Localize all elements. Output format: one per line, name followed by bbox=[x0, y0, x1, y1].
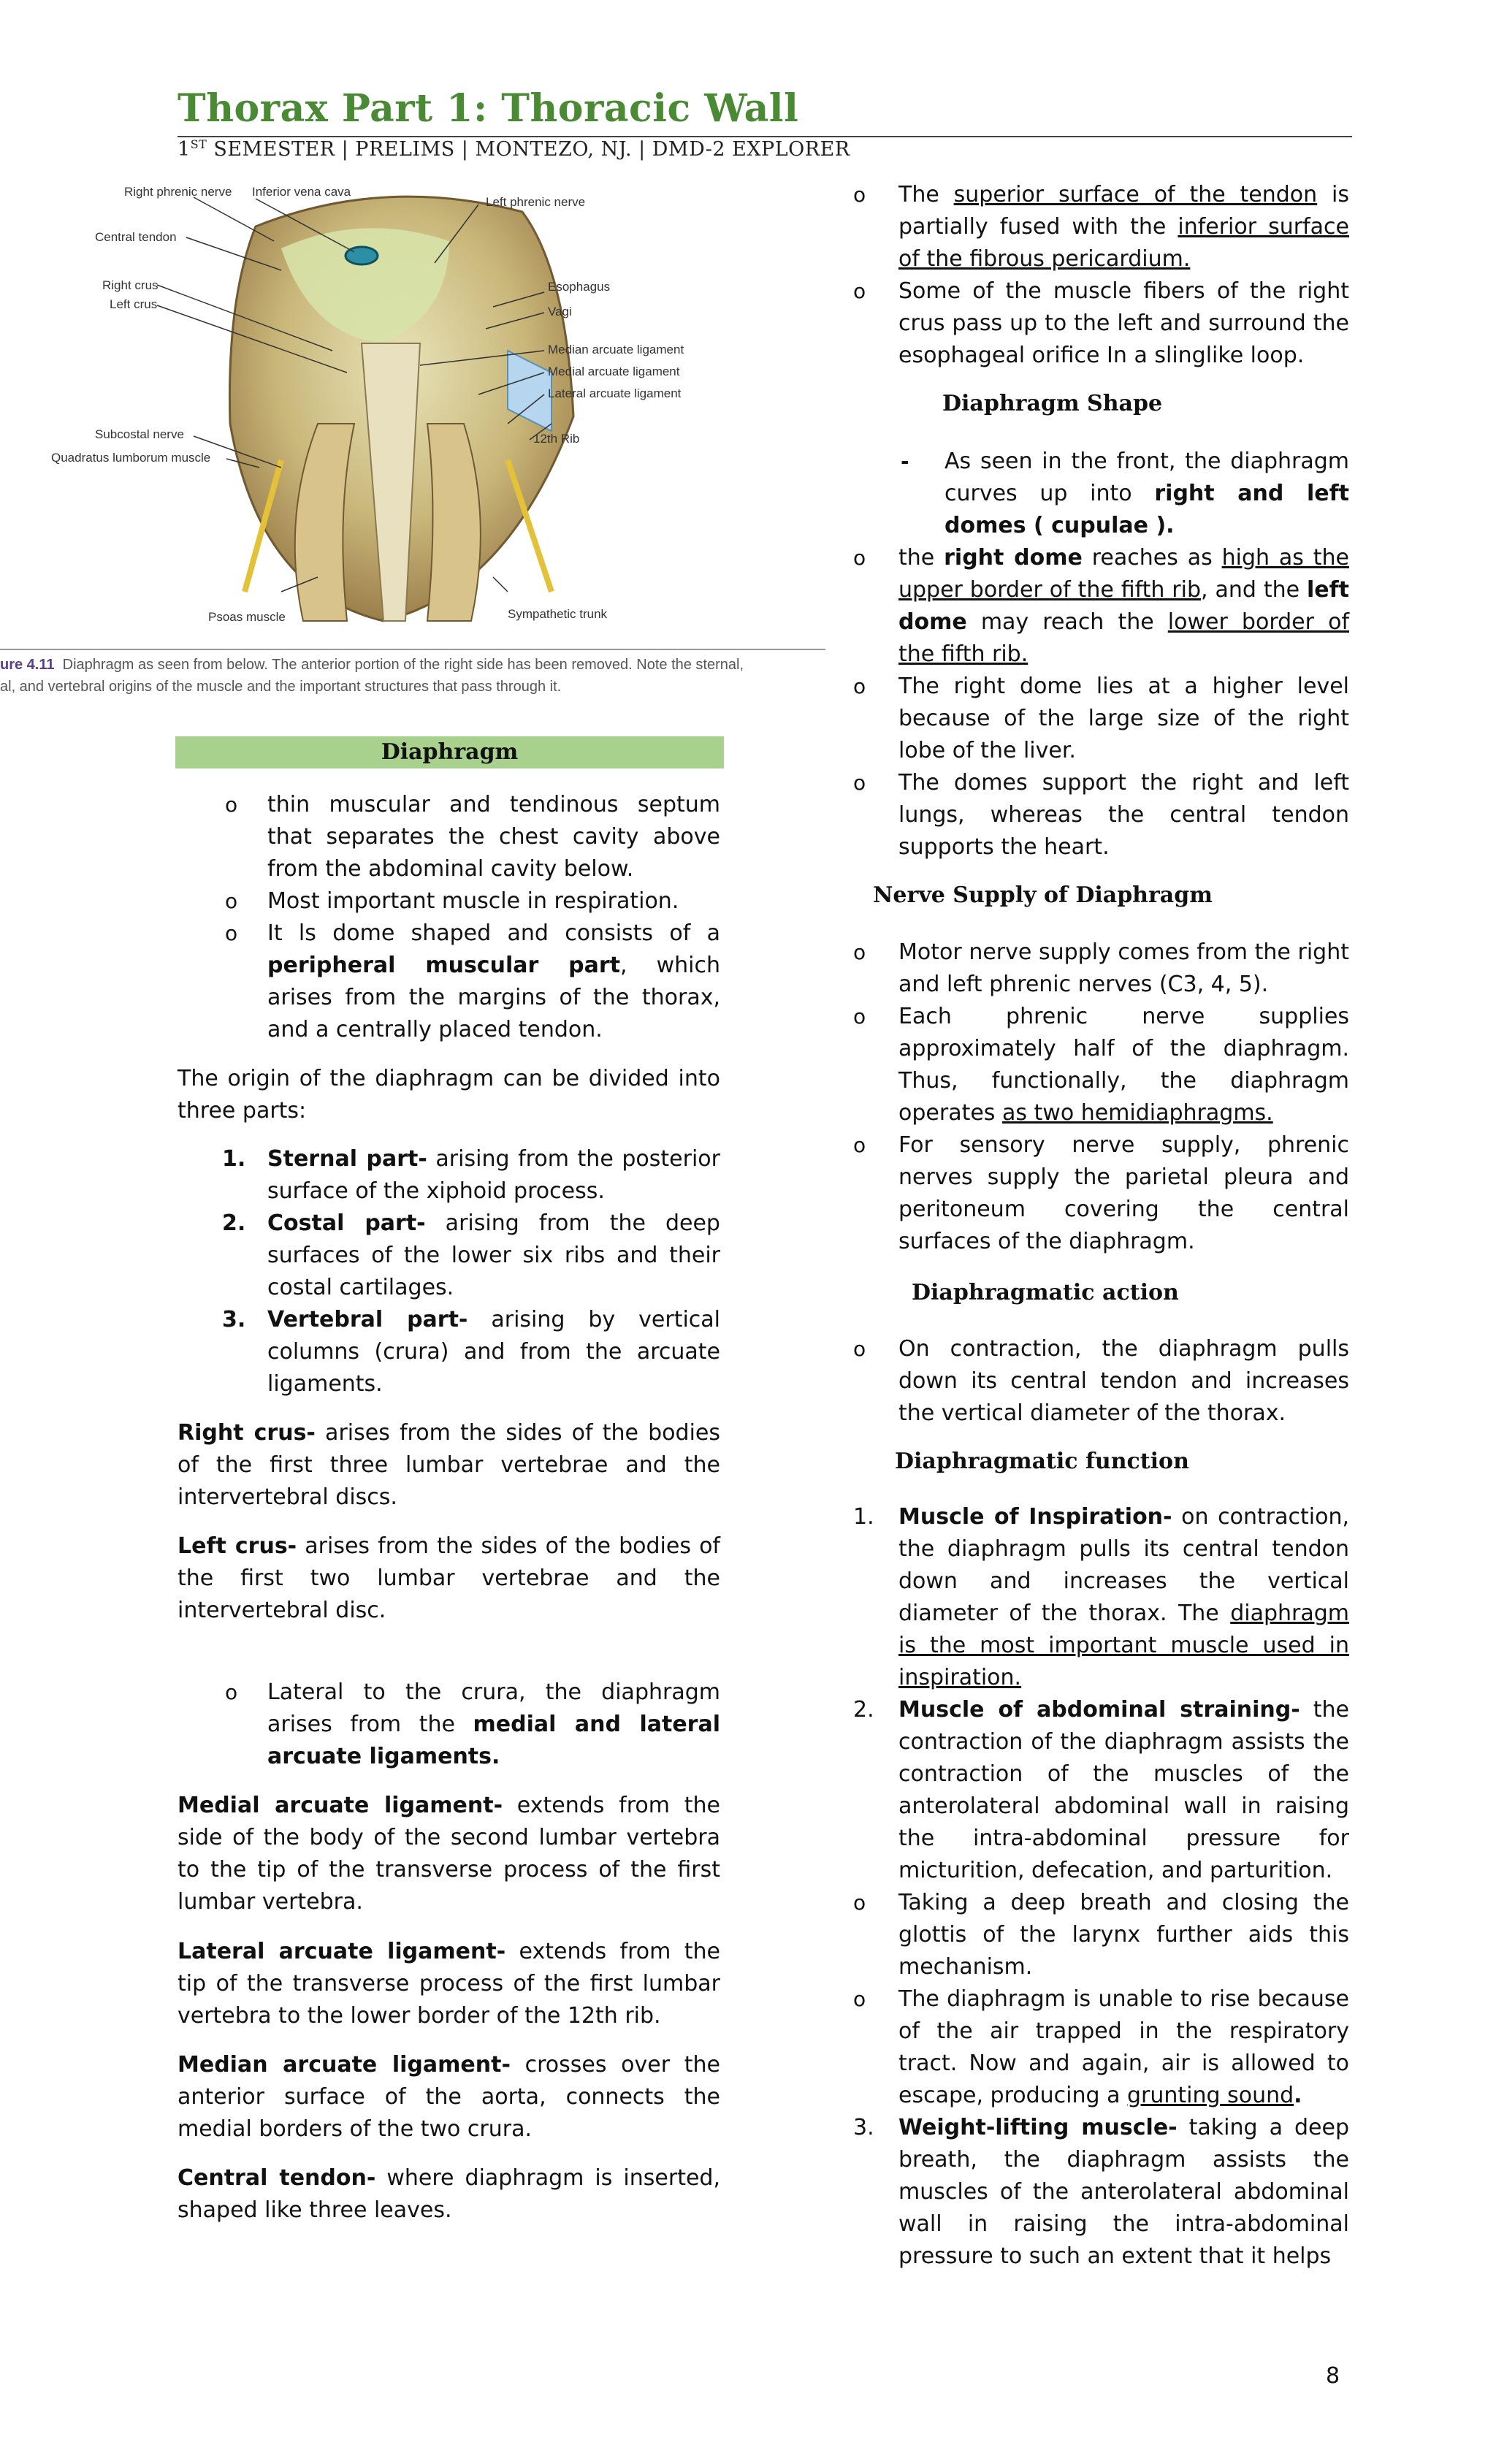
bullet-symbol: o bbox=[853, 279, 866, 303]
label-right-phrenic: Right phrenic nerve bbox=[124, 185, 232, 199]
list-number: 1. bbox=[222, 1146, 246, 1172]
label-left-phrenic: Left phrenic nerve bbox=[486, 195, 586, 209]
text-run: extends from the tip of the transverse process of the first lumbar vertebra to the lower border of the 12th rib. bbox=[178, 1939, 720, 2029]
function-text bbox=[898, 1694, 1349, 1887]
underlined-text: inferior surface of the fibrous pericardium. bbox=[898, 214, 1349, 272]
list-item bbox=[853, 1129, 1349, 1258]
text-run: reaches as bbox=[1082, 545, 1222, 571]
action-bullets bbox=[853, 1333, 1349, 1430]
bullet-text: For sensory nerve supply, phrenic nerves supply the parietal pleura and peritoneum covering the central surfaces of the diaphragm. bbox=[898, 1132, 1349, 1254]
origin-intro: The origin of the diaphragm can be divided into three parts: bbox=[178, 1066, 720, 1124]
bullet-symbol: o bbox=[853, 1004, 866, 1029]
label-right-crus: Right crus bbox=[102, 278, 159, 292]
label-sympathetic: Sympathetic trunk bbox=[508, 607, 608, 621]
label-lateral-arcuate: Lateral arcuate ligament bbox=[548, 386, 682, 400]
list-item bbox=[853, 671, 1349, 767]
bullet-text: Motor nerve supply comes from the right and left phrenic nerves (C3, 4, 5). bbox=[898, 939, 1349, 997]
shape-dash-item bbox=[901, 446, 1349, 542]
bullet-symbol: o bbox=[853, 1133, 866, 1157]
caption-line-1: Diaphragm as seen from below. The anterior portion of the right side has been removed. Note the sternal, bbox=[62, 657, 744, 673]
underlined-text: as two hemidiaphragms. bbox=[1001, 1100, 1273, 1126]
bullet-text: On contraction, the diaphragm pulls down its central tendon and increases the vertical diameter of the thorax. bbox=[898, 1336, 1349, 1426]
text-run: , which arises from the margins of the thorax, and a centrally placed tendon. bbox=[267, 953, 720, 1042]
label-left-crus: Left crus bbox=[110, 297, 158, 311]
list-item bbox=[222, 1304, 721, 1400]
list-number: 1. bbox=[853, 1504, 874, 1530]
dash-symbol: - bbox=[901, 449, 909, 473]
bullet-text: The right dome lies at a higher level because of the large size of the right lobe of the liver. bbox=[898, 674, 1349, 763]
text-run: The diaphragm is unable to rise because of the air trapped in the respiratory tract. Now and again, air is allowed to escape, producing a bbox=[898, 1986, 1349, 2108]
text-run: , and the bbox=[1201, 577, 1307, 603]
list-item bbox=[853, 767, 1349, 863]
list-item bbox=[853, 937, 1349, 1001]
list-item bbox=[853, 2112, 1349, 2273]
text-run: It ls dome shaped and consists of a bbox=[267, 920, 720, 946]
list-item bbox=[853, 1501, 1349, 1694]
list-item bbox=[225, 1677, 720, 1773]
list-item bbox=[853, 179, 1349, 275]
label-12th-rib: 12th Rib bbox=[533, 432, 580, 446]
diaphragm-figure bbox=[40, 183, 822, 650]
bullet-symbol: o bbox=[853, 674, 866, 698]
bullet-text: Some of the muscle fibers of the right crus pass up to the left and surround the esophageal orifice In a slinglike loop. bbox=[898, 278, 1349, 368]
underlined-text: lower border of the fifth rib. bbox=[898, 609, 1350, 667]
bullet-symbol: o bbox=[853, 1891, 866, 1915]
bullet-symbol: o bbox=[853, 771, 866, 795]
bullet-symbol: o bbox=[225, 1680, 238, 1704]
bold-term: Central tendon- bbox=[178, 2165, 376, 2191]
subtitle-sup: ST bbox=[190, 137, 207, 151]
heading-nerve-supply: Nerve Supply of Diaphragm bbox=[873, 882, 1213, 908]
list-item bbox=[222, 1208, 720, 1304]
bold-term: Muscle of abdominal straining- bbox=[898, 1697, 1300, 1723]
underlined-text: superior surface of the tendon bbox=[953, 182, 1318, 207]
text-run: arising from the posterior surface of the xiphoid process. bbox=[267, 1146, 720, 1204]
dome-bullets bbox=[853, 542, 1350, 863]
list-item bbox=[222, 1143, 720, 1208]
list-number: 3. bbox=[222, 1307, 246, 1332]
bullet-symbol: o bbox=[225, 793, 238, 817]
list-item bbox=[853, 275, 1349, 372]
bold-term: Weight-lifting muscle- bbox=[898, 2115, 1178, 2140]
label-central-tendon: Central tendon bbox=[95, 230, 177, 244]
bold-term: Vertebral part- bbox=[267, 1307, 468, 1332]
bold-term: Median arcuate ligament- bbox=[178, 2052, 511, 2078]
function-list bbox=[853, 1501, 1349, 2273]
median-arcuate-paragraph bbox=[178, 2049, 720, 2145]
list-item bbox=[853, 1887, 1349, 1983]
label-ivc: Inferior vena cava bbox=[252, 185, 351, 199]
underlined-text: grunting sound bbox=[1127, 2083, 1294, 2108]
list-number: 2. bbox=[853, 1697, 874, 1723]
text-run: may reach the bbox=[966, 609, 1168, 635]
label-vagi: Vagi bbox=[548, 305, 572, 319]
label-psoas: Psoas muscle bbox=[208, 610, 286, 624]
label-medial-arcuate: Medial arcuate ligament bbox=[548, 365, 680, 378]
list-item bbox=[225, 789, 720, 885]
diaphragm-bullets bbox=[225, 789, 720, 1046]
label-quadratus: Quadratus lumborum muscle bbox=[51, 451, 211, 465]
medial-arcuate-paragraph bbox=[178, 1790, 720, 1918]
bullet-symbol: o bbox=[225, 921, 238, 945]
bullet-text bbox=[944, 446, 1349, 542]
caption-line-2: al, and vertebral origins of the muscle and the important structures that pass through it. bbox=[0, 679, 562, 695]
text-run: arises from the sides of the bodies of the first two lumbar vertebrae and the intervertebral disc. bbox=[178, 1533, 720, 1623]
bold-term: Costal part- bbox=[267, 1210, 426, 1236]
text-run: is partially fused with the bbox=[898, 182, 1349, 240]
list-item bbox=[225, 918, 720, 1046]
bullet-symbol: o bbox=[225, 889, 238, 913]
page-title: Thorax Part 1: Thoracic Wall bbox=[178, 86, 799, 131]
text-run: The bbox=[898, 182, 954, 207]
bullet-text bbox=[898, 1983, 1349, 2112]
label-subcostal: Subcostal nerve bbox=[95, 427, 184, 441]
label-esophagus: Esophagus bbox=[548, 280, 611, 294]
bullet-text bbox=[898, 179, 1349, 275]
section-banner-diaphragm: Diaphragm bbox=[175, 736, 724, 768]
text-run: where diaphragm is inserted, shaped like three leaves. bbox=[178, 2165, 720, 2223]
bullet-text: Most important muscle in respiration. bbox=[267, 888, 679, 914]
bullet-text bbox=[267, 918, 720, 1046]
bold-term: Right crus- bbox=[178, 1420, 316, 1446]
bold-term: Lateral arcuate ligament- bbox=[178, 1939, 506, 1964]
lateral-crura-bullet bbox=[225, 1677, 720, 1773]
text-run: crosses over the anterior surface of the aorta, connects the medial borders of the two crura. bbox=[178, 2052, 720, 2142]
text-run: As seen in the front, the diaphragm curves up into bbox=[944, 449, 1349, 506]
list-item bbox=[853, 1333, 1349, 1430]
list-item bbox=[853, 1983, 1349, 2112]
text-run: Lateral to the crura, the diaphragm arises from the bbox=[267, 1679, 720, 1737]
right-top-bullets bbox=[853, 179, 1349, 372]
bold-term: Muscle of Inspiration- bbox=[898, 1504, 1172, 1530]
part-text bbox=[267, 1304, 720, 1400]
bold-period: . bbox=[1294, 2083, 1302, 2108]
page-number: 8 bbox=[1326, 2363, 1340, 2389]
list-item bbox=[853, 1001, 1349, 1129]
bullet-text: The domes support the right and left lungs, whereas the central tendon supports the heart. bbox=[898, 770, 1349, 860]
lateral-arcuate-paragraph bbox=[178, 1936, 720, 2032]
text-run: extends from the side of the body of the second lumbar vertebra to the tip of the transverse process of the first lumbar vertebra. bbox=[178, 1793, 720, 1915]
text-run: Each phrenic nerve supplies approximately half of the diaphragm. Thus, functionally, the diaphragm operates bbox=[898, 1004, 1349, 1126]
bullet-symbol: o bbox=[853, 183, 866, 207]
subtitle-text: SEMESTER | PRELIMS | MONTEZO, NJ. | DMD-2 EXPLORER bbox=[207, 138, 850, 161]
part-text bbox=[267, 1143, 720, 1208]
part-text bbox=[267, 1208, 720, 1304]
subtitle-number: 1 bbox=[178, 138, 191, 161]
bold-term: right and left domes ( cupulae ). bbox=[944, 481, 1349, 538]
underlined-text: high as the upper border of the fifth rib bbox=[898, 545, 1349, 603]
function-text bbox=[898, 1501, 1349, 1694]
text-run: arising by vertical columns (crura) and from the arcuate ligaments. bbox=[267, 1307, 721, 1397]
bullet-symbol: o bbox=[853, 546, 866, 570]
bullet-text bbox=[898, 1001, 1349, 1129]
bold-term: right dome bbox=[944, 545, 1083, 571]
heading-diaphragmatic-function: Diaphragmatic function bbox=[895, 1449, 1189, 1474]
text-run: the contraction of the diaphragm assists the contraction of the muscles of the anterolateral abdominal wall in raising the intra-abdominal pressure for micturition, defecation, and parturition. bbox=[898, 1697, 1349, 1883]
bullet-text bbox=[267, 1677, 720, 1773]
bold-term: Medial arcuate ligament- bbox=[178, 1793, 503, 1818]
text-run: arising from the deep surfaces of the lower six ribs and their costal cartilages. bbox=[267, 1210, 720, 1300]
list-number: 3. bbox=[853, 2115, 874, 2140]
origin-parts-list bbox=[222, 1143, 721, 1400]
bold-term: medial and lateral arcuate ligaments. bbox=[267, 1712, 720, 1769]
page-subtitle bbox=[178, 137, 850, 161]
bold-term: Sternal part- bbox=[267, 1146, 427, 1172]
list-item bbox=[853, 542, 1350, 671]
right-crus-paragraph bbox=[178, 1417, 720, 1514]
bold-term: Left crus- bbox=[178, 1533, 297, 1559]
central-tendon-paragraph bbox=[178, 2162, 720, 2227]
caption-number: ure 4.11 bbox=[0, 657, 55, 673]
text-run: taking a deep breath, the diaphragm assists the muscles of the anterolateral abdominal wall in raising the intra-abdominal pressure to such an extent that it helps bbox=[898, 2115, 1349, 2269]
underlined-text: diaphragm is the most important muscle used in inspiration. bbox=[898, 1601, 1349, 1690]
list-item bbox=[853, 1694, 1349, 1887]
list-item bbox=[901, 446, 1349, 542]
bullet-text: Taking a deep breath and closing the glottis of the larynx further aids this mechanism. bbox=[898, 1890, 1349, 1980]
caption-rule bbox=[0, 649, 825, 650]
bullet-symbol: o bbox=[853, 1337, 866, 1361]
text-run: arises from the sides of the bodies of the first three lumbar vertebrae and the intervertebral discs. bbox=[178, 1420, 720, 1510]
list-number: 2. bbox=[222, 1210, 246, 1236]
nerve-bullets bbox=[853, 937, 1349, 1258]
list-item bbox=[225, 885, 720, 918]
figure-caption bbox=[0, 654, 825, 698]
bullet-symbol: o bbox=[853, 1987, 866, 2011]
text-run: the bbox=[898, 545, 944, 571]
heading-diaphragm-shape: Diaphragm Shape bbox=[942, 391, 1163, 416]
text-run: on contraction, the diaphragm pulls its central tendon down and increases the vertical diameter of the thorax. The bbox=[898, 1504, 1349, 1626]
label-median-arcuate: Median arcuate ligament bbox=[548, 343, 684, 356]
bold-term: left dome bbox=[898, 577, 1349, 635]
bold-term: peripheral muscular part bbox=[267, 953, 621, 978]
bullet-text bbox=[898, 542, 1349, 671]
bullet-symbol: o bbox=[853, 940, 866, 964]
left-crus-paragraph bbox=[178, 1530, 720, 1627]
function-text bbox=[898, 2112, 1349, 2273]
heading-diaphragmatic-action: Diaphragmatic action bbox=[912, 1280, 1179, 1305]
bullet-text: thin muscular and tendinous septum that separates the chest cavity above from the abdominal cavity below. bbox=[267, 792, 720, 882]
